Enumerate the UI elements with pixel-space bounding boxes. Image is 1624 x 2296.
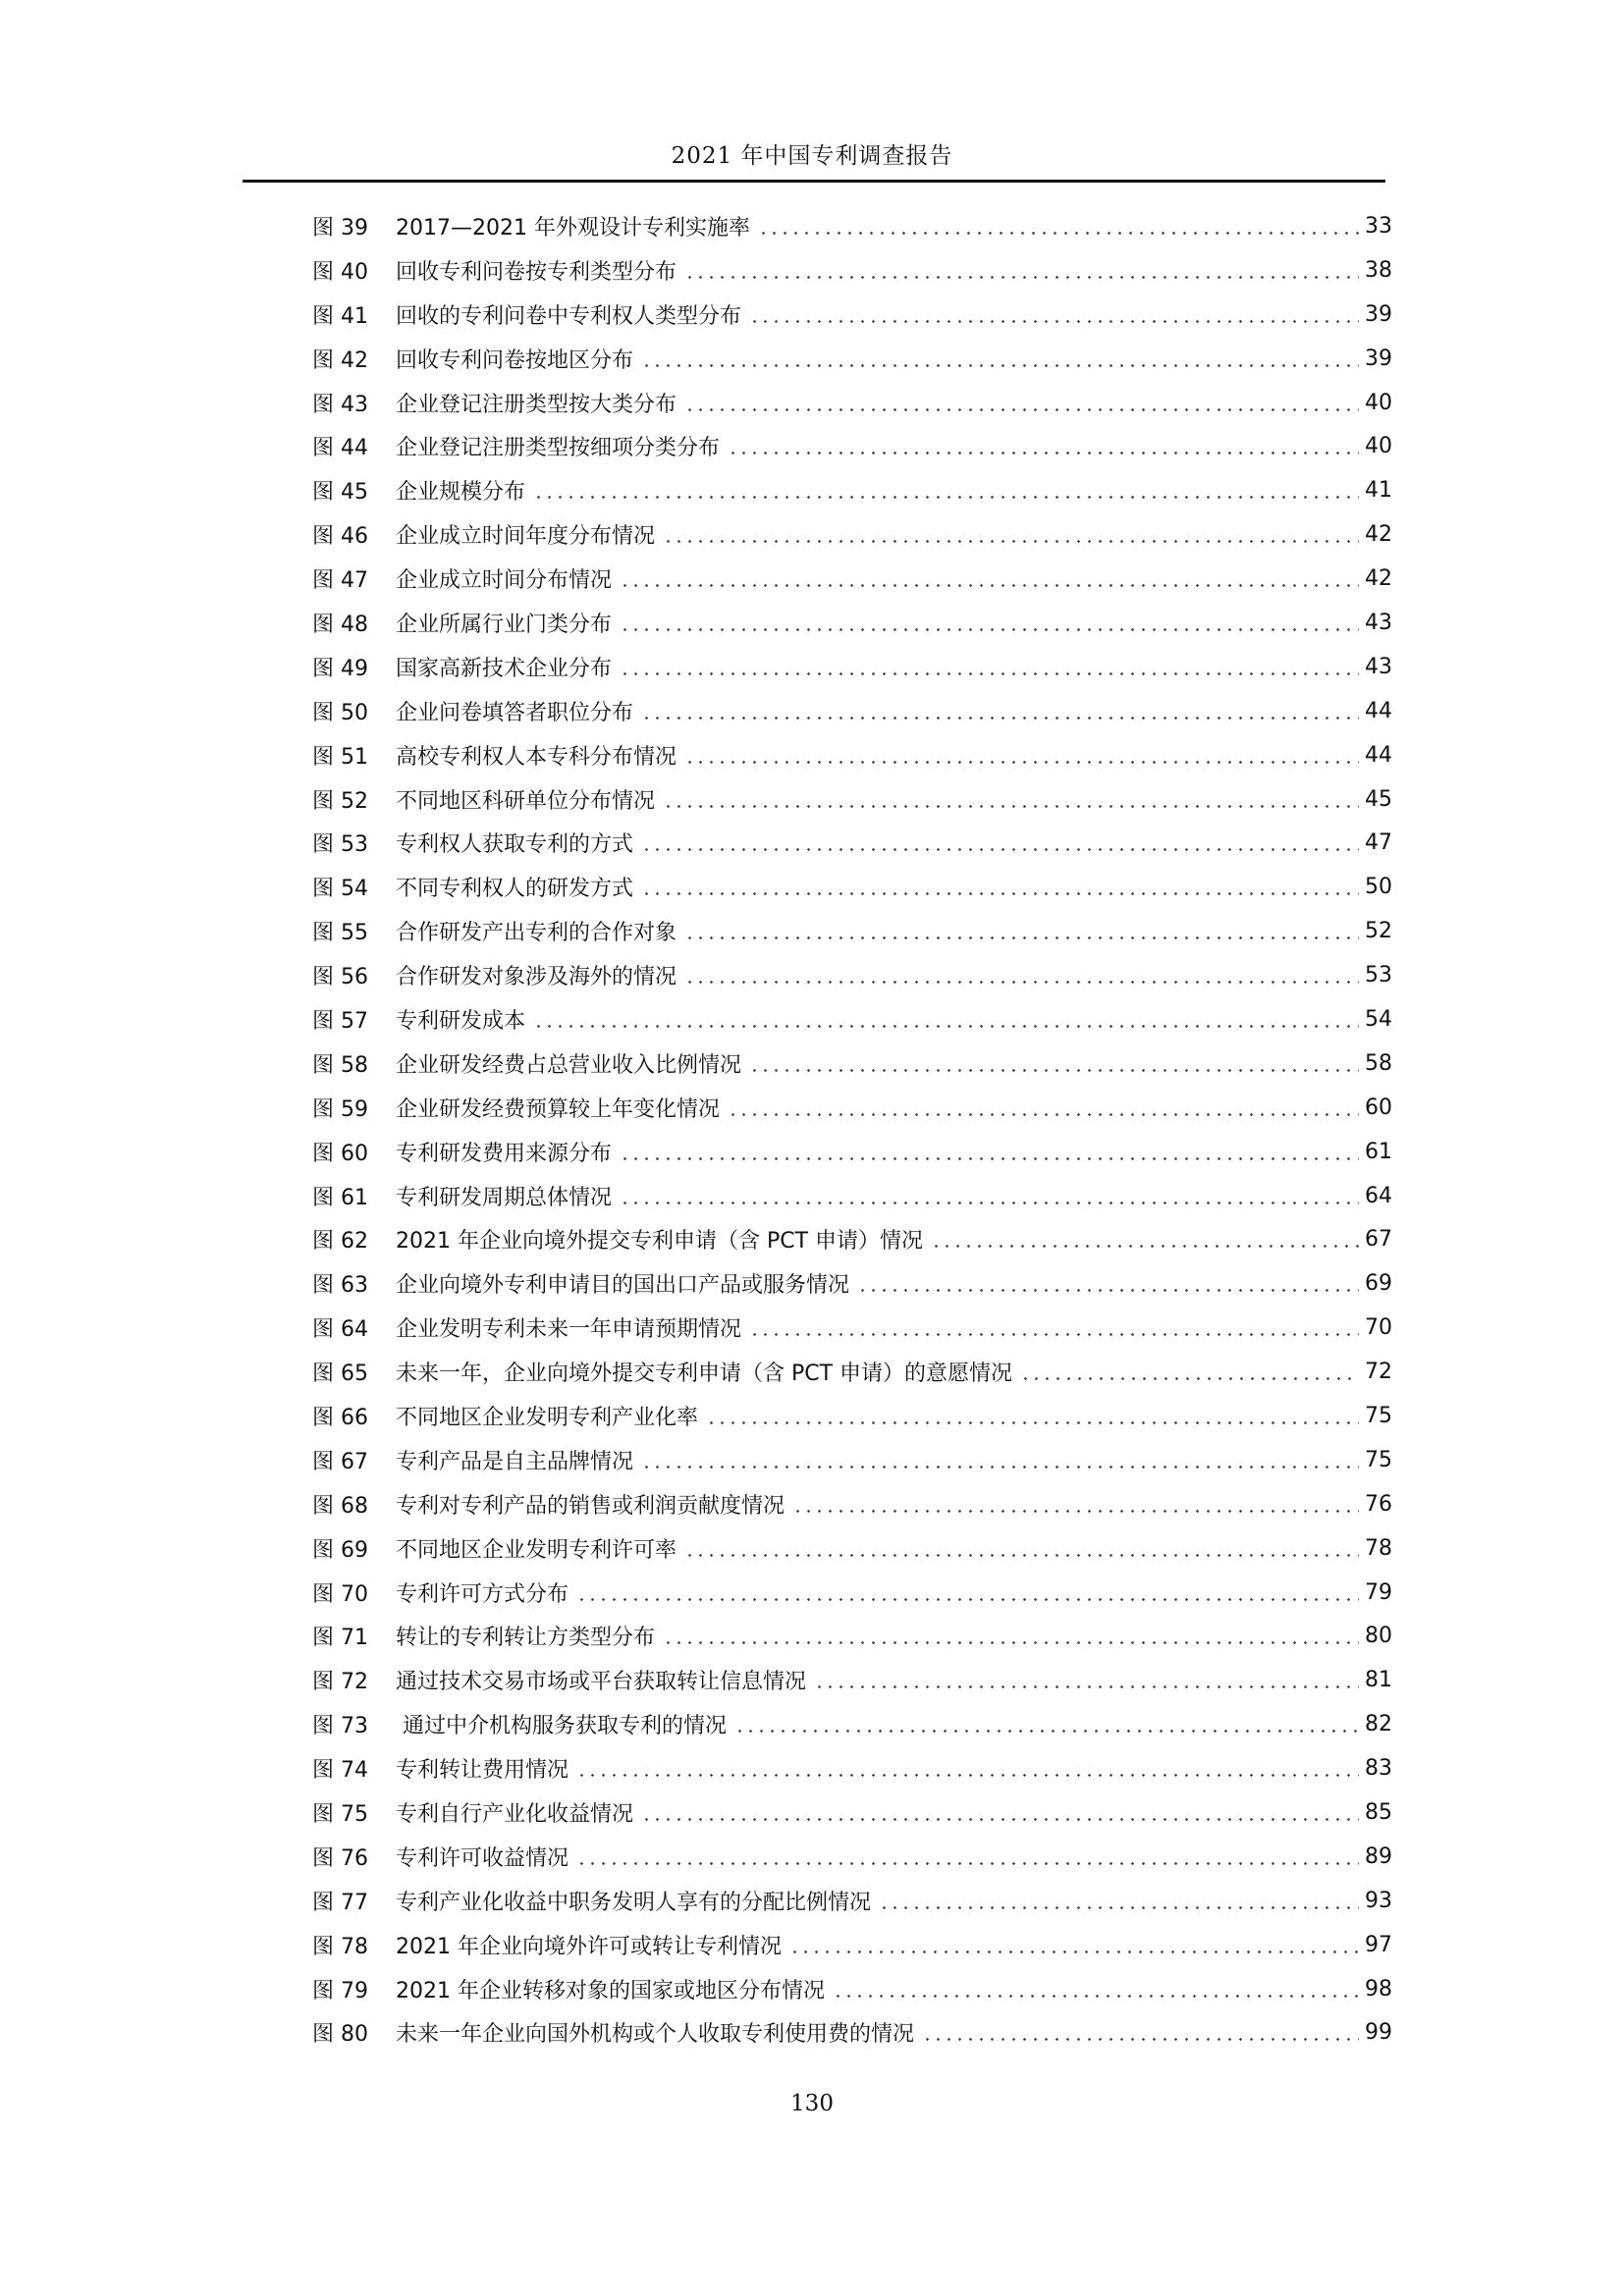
figure-page-number: 83 bbox=[1365, 1756, 1392, 1782]
dot-leader bbox=[749, 1068, 1359, 1072]
figure-number: 图 74 bbox=[312, 1758, 368, 1784]
dot-leader bbox=[1020, 1377, 1359, 1381]
figure-page-number: 67 bbox=[1365, 1227, 1392, 1253]
dot-leader bbox=[789, 1949, 1359, 1953]
toc-entry[interactable] bbox=[312, 1086, 1392, 1130]
figure-title: 专利产业化收益中职务发明人享有的分配比例情况 bbox=[396, 1890, 872, 1915]
toc-entry[interactable] bbox=[312, 1130, 1392, 1174]
figure-title: 回收专利问卷按专利类型分布 bbox=[396, 259, 677, 285]
figure-title: 企业研发经费占总营业收入比例情况 bbox=[396, 1052, 742, 1078]
figure-title: 企业研发经费预算较上年变化情况 bbox=[396, 1096, 721, 1122]
figure-number: 图 80 bbox=[312, 2022, 368, 2048]
toc-entry[interactable] bbox=[312, 381, 1392, 425]
figure-page-number: 81 bbox=[1365, 1668, 1392, 1693]
dot-leader bbox=[758, 231, 1359, 235]
toc-entry[interactable] bbox=[312, 1041, 1392, 1086]
figure-number: 图 75 bbox=[312, 1802, 368, 1827]
figure-number: 图 72 bbox=[312, 1670, 368, 1695]
figure-title: 通过技术交易市场或平台获取转让信息情况 bbox=[396, 1670, 807, 1695]
figure-number: 图 77 bbox=[312, 1890, 368, 1915]
running-header-title: 2021 年中国专利调查报告 bbox=[671, 143, 953, 169]
page-number: 130 bbox=[790, 2091, 834, 2116]
toc-entry[interactable] bbox=[312, 733, 1392, 777]
dot-leader bbox=[620, 1201, 1359, 1204]
dot-leader bbox=[879, 1905, 1359, 1909]
figure-number: 图 42 bbox=[312, 347, 368, 373]
figure-page-number: 44 bbox=[1365, 742, 1392, 768]
toc-entry[interactable] bbox=[312, 2011, 1392, 2056]
toc-entry[interactable] bbox=[312, 1174, 1392, 1218]
figure-number: 图 73 bbox=[312, 1714, 368, 1739]
toc-entry[interactable] bbox=[312, 468, 1392, 512]
figure-page-number: 85 bbox=[1365, 1800, 1392, 1825]
figure-page-number: 47 bbox=[1365, 830, 1392, 856]
figure-page-number: 43 bbox=[1365, 654, 1392, 679]
figure-title: 高校专利权人本专科分布情况 bbox=[396, 744, 677, 770]
figure-page-number: 39 bbox=[1365, 301, 1392, 327]
figure-page-number: 61 bbox=[1365, 1139, 1392, 1164]
toc-entry[interactable] bbox=[312, 557, 1392, 601]
dot-leader bbox=[684, 1553, 1359, 1557]
figure-page-number: 43 bbox=[1365, 610, 1392, 635]
toc-entry[interactable] bbox=[312, 953, 1392, 997]
figure-number: 图 76 bbox=[312, 1845, 368, 1871]
figure-page-number: 39 bbox=[1365, 346, 1392, 371]
figure-title: 企业登记注册类型按大类分布 bbox=[396, 392, 677, 417]
dot-leader bbox=[857, 1289, 1359, 1293]
figure-number: 图 78 bbox=[312, 1934, 368, 1959]
dot-leader bbox=[728, 452, 1359, 455]
figure-title: 未来一年，企业向境外提交专利申请（含 PCT 申请）的意愿情况 bbox=[396, 1362, 1013, 1387]
figure-number: 图 67 bbox=[312, 1449, 368, 1474]
toc-entry[interactable] bbox=[312, 645, 1392, 689]
figure-number: 图 47 bbox=[312, 568, 368, 594]
figure-number: 图 53 bbox=[312, 832, 368, 858]
figure-number: 图 60 bbox=[312, 1141, 368, 1166]
figure-page-number: 75 bbox=[1365, 1447, 1392, 1472]
dot-leader bbox=[684, 407, 1359, 411]
figure-number: 图 56 bbox=[312, 965, 368, 990]
figure-number: 图 43 bbox=[312, 392, 368, 417]
dot-leader bbox=[641, 848, 1359, 852]
figure-page-number: 41 bbox=[1365, 478, 1392, 504]
figure-page-number: 69 bbox=[1365, 1271, 1392, 1297]
figure-page-number: 50 bbox=[1365, 875, 1392, 900]
dot-leader bbox=[734, 1730, 1359, 1734]
dot-leader bbox=[576, 1597, 1359, 1601]
figure-number: 图 68 bbox=[312, 1493, 368, 1519]
figure-number: 图 69 bbox=[312, 1537, 368, 1563]
toc-entry[interactable] bbox=[312, 204, 1392, 248]
toc-entry[interactable] bbox=[312, 1923, 1392, 1967]
figure-title: 回收专利问卷按地区分布 bbox=[396, 347, 634, 373]
figure-number: 图 58 bbox=[312, 1052, 368, 1078]
toc-entry[interactable] bbox=[312, 1394, 1392, 1438]
figure-number: 图 66 bbox=[312, 1405, 368, 1430]
figure-page-number: 75 bbox=[1365, 1403, 1392, 1428]
figure-page-number: 40 bbox=[1365, 434, 1392, 459]
figure-title: 专利许可方式分布 bbox=[396, 1581, 569, 1607]
dot-leader bbox=[533, 1024, 1359, 1028]
figure-title: 企业发明专利未来一年申请预期情况 bbox=[396, 1317, 742, 1343]
figure-title: 专利自行产业化收益情况 bbox=[396, 1802, 634, 1827]
figure-title: 专利许可收益情况 bbox=[396, 1845, 569, 1871]
figure-number: 图 65 bbox=[312, 1362, 368, 1387]
figure-number: 图 45 bbox=[312, 480, 368, 506]
figure-number: 图 61 bbox=[312, 1185, 368, 1210]
dot-leader bbox=[684, 275, 1359, 279]
figure-page-number: 78 bbox=[1365, 1535, 1392, 1561]
dot-leader bbox=[641, 1818, 1359, 1822]
figure-number: 图 63 bbox=[312, 1273, 368, 1299]
figure-page-number: 82 bbox=[1365, 1712, 1392, 1737]
toc-entry[interactable] bbox=[312, 248, 1392, 293]
toc-entry[interactable] bbox=[312, 1746, 1392, 1790]
toc-entry[interactable] bbox=[312, 1217, 1392, 1261]
figure-title: 不同专利权人的研发方式 bbox=[396, 877, 634, 902]
figure-title: 2021 年企业向境外提交专利申请（含 PCT 申请）情况 bbox=[396, 1229, 924, 1255]
dot-leader bbox=[641, 892, 1359, 896]
figure-number: 图 49 bbox=[312, 656, 368, 681]
figure-page-number: 38 bbox=[1365, 257, 1392, 283]
figure-title: 转让的专利转让方类型分布 bbox=[396, 1626, 656, 1651]
figure-title: 企业成立时间年度分布情况 bbox=[396, 524, 656, 550]
figure-title: 通过中介机构服务获取专利的情况 bbox=[396, 1714, 727, 1739]
toc-entry[interactable] bbox=[312, 909, 1392, 953]
dot-leader bbox=[641, 363, 1359, 367]
figure-number: 图 39 bbox=[312, 215, 368, 240]
figure-title: 企业成立时间分布情况 bbox=[396, 568, 613, 594]
dot-leader bbox=[620, 1156, 1359, 1160]
figure-number: 图 64 bbox=[312, 1317, 368, 1343]
figure-page-number: 72 bbox=[1365, 1360, 1392, 1385]
toc-entry[interactable] bbox=[312, 821, 1392, 865]
figure-page-number: 33 bbox=[1365, 213, 1392, 239]
dot-leader bbox=[620, 584, 1359, 588]
figure-page-number: 99 bbox=[1365, 2020, 1392, 2046]
dot-leader bbox=[641, 716, 1359, 720]
dot-leader bbox=[706, 1420, 1359, 1424]
figure-title: 专利研发费用来源分布 bbox=[396, 1141, 613, 1166]
dot-leader bbox=[533, 496, 1359, 500]
figure-page-number: 42 bbox=[1365, 566, 1392, 592]
toc-entry[interactable] bbox=[312, 1482, 1392, 1526]
figure-number: 图 48 bbox=[312, 612, 368, 637]
dot-leader bbox=[663, 540, 1359, 544]
figure-page-number: 44 bbox=[1365, 698, 1392, 723]
figure-number: 图 54 bbox=[312, 877, 368, 902]
figure-title: 未来一年企业向国外机构或个人收取专利使用费的情况 bbox=[396, 2022, 915, 2048]
figure-title: 企业规模分布 bbox=[396, 480, 526, 506]
dot-leader bbox=[576, 1774, 1359, 1778]
toc-entry[interactable] bbox=[312, 1438, 1392, 1482]
dot-leader bbox=[833, 1994, 1359, 1998]
figure-page-number: 93 bbox=[1365, 1888, 1392, 1913]
dot-leader bbox=[931, 1245, 1359, 1249]
toc-entry[interactable] bbox=[312, 512, 1392, 557]
figure-title: 专利对专利产品的销售或利润贡献度情况 bbox=[396, 1493, 785, 1519]
toc-entry[interactable] bbox=[312, 1658, 1392, 1702]
figure-number: 图 51 bbox=[312, 744, 368, 770]
figure-page-number: 60 bbox=[1365, 1095, 1392, 1120]
dot-leader bbox=[663, 804, 1359, 808]
figure-page-number: 98 bbox=[1365, 1976, 1392, 2002]
figure-title: 企业向境外专利申请目的国出口产品或服务情况 bbox=[396, 1273, 850, 1299]
toc-entry[interactable] bbox=[312, 1261, 1392, 1306]
figure-number: 图 44 bbox=[312, 436, 368, 461]
figure-page-number: 64 bbox=[1365, 1183, 1392, 1208]
figure-title: 专利研发周期总体情况 bbox=[396, 1185, 613, 1210]
dot-leader bbox=[620, 671, 1359, 675]
figure-title: 专利权人获取专利的方式 bbox=[396, 832, 634, 858]
figure-title: 专利转让费用情况 bbox=[396, 1758, 569, 1784]
figure-number: 图 46 bbox=[312, 524, 368, 550]
figure-number: 图 57 bbox=[312, 1008, 368, 1034]
figure-number: 图 50 bbox=[312, 700, 368, 725]
toc-entry[interactable] bbox=[312, 689, 1392, 733]
toc-entry[interactable] bbox=[312, 1615, 1392, 1659]
figure-page-number: 70 bbox=[1365, 1315, 1392, 1341]
toc-entry[interactable] bbox=[312, 601, 1392, 645]
toc-entry[interactable] bbox=[312, 1526, 1392, 1571]
dot-leader bbox=[620, 627, 1359, 631]
dot-leader bbox=[792, 1509, 1359, 1513]
figure-page-number: 97 bbox=[1365, 1932, 1392, 1957]
figure-title: 专利产品是自主品牌情况 bbox=[396, 1449, 634, 1474]
toc-entry[interactable] bbox=[312, 424, 1392, 468]
figure-number: 图 70 bbox=[312, 1581, 368, 1607]
figure-title: 回收的专利问卷中专利权人类型分布 bbox=[396, 303, 742, 329]
figure-number: 图 79 bbox=[312, 1978, 368, 2003]
figure-title: 2021 年企业向境外许可或转让专利情况 bbox=[396, 1934, 782, 1959]
figure-title: 合作研发产出专利的合作对象 bbox=[396, 921, 677, 946]
dot-leader bbox=[749, 319, 1359, 323]
figure-page-number: 58 bbox=[1365, 1050, 1392, 1076]
toc-entry[interactable] bbox=[312, 1350, 1392, 1394]
figure-title: 不同地区科研单位分布情况 bbox=[396, 788, 656, 814]
figure-number: 图 40 bbox=[312, 259, 368, 285]
toc-entry[interactable] bbox=[312, 293, 1392, 337]
dot-leader bbox=[663, 1641, 1359, 1645]
figure-number: 图 41 bbox=[312, 303, 368, 329]
dot-leader bbox=[576, 1861, 1359, 1865]
figure-title: 合作研发对象涉及海外的情况 bbox=[396, 965, 677, 990]
toc-entry[interactable] bbox=[312, 1790, 1392, 1835]
dot-leader bbox=[641, 1465, 1359, 1468]
toc-entry[interactable] bbox=[312, 1306, 1392, 1350]
figure-page-number: 80 bbox=[1365, 1624, 1392, 1649]
figure-title: 不同地区企业发明专利产业化率 bbox=[396, 1405, 699, 1430]
figure-page-number: 40 bbox=[1365, 390, 1392, 415]
figure-page-number: 42 bbox=[1365, 522, 1392, 548]
dot-leader bbox=[749, 1333, 1359, 1337]
figure-number: 图 62 bbox=[312, 1229, 368, 1255]
figure-page-number: 89 bbox=[1365, 1843, 1392, 1869]
figure-page-number: 79 bbox=[1365, 1579, 1392, 1605]
dot-leader bbox=[684, 981, 1359, 985]
figure-list-of-contents bbox=[312, 204, 1392, 2055]
figure-title: 专利研发成本 bbox=[396, 1008, 526, 1034]
figure-title: 企业问卷填答者职位分布 bbox=[396, 700, 634, 725]
figure-title: 不同地区企业发明专利许可率 bbox=[396, 1537, 677, 1563]
dot-leader bbox=[922, 2038, 1359, 2042]
toc-entry[interactable] bbox=[312, 337, 1392, 381]
toc-entry[interactable] bbox=[312, 1879, 1392, 1923]
figure-page-number: 45 bbox=[1365, 786, 1392, 812]
figure-number: 图 59 bbox=[312, 1096, 368, 1122]
figure-number: 图 71 bbox=[312, 1626, 368, 1651]
toc-entry[interactable] bbox=[312, 997, 1392, 1041]
dot-leader bbox=[684, 936, 1359, 940]
figure-title: 企业登记注册类型按细项分类分布 bbox=[396, 436, 721, 461]
figure-title: 2017—2021 年外观设计专利实施率 bbox=[396, 215, 750, 240]
toc-entry[interactable] bbox=[312, 1967, 1392, 2011]
toc-entry[interactable] bbox=[312, 1571, 1392, 1615]
figure-page-number: 52 bbox=[1365, 919, 1392, 944]
dot-leader bbox=[814, 1685, 1359, 1689]
figure-title: 国家高新技术企业分布 bbox=[396, 656, 613, 681]
toc-entry[interactable] bbox=[312, 865, 1392, 909]
dot-leader bbox=[728, 1112, 1359, 1116]
toc-entry[interactable] bbox=[312, 1835, 1392, 1879]
figure-number: 图 52 bbox=[312, 788, 368, 814]
dot-leader bbox=[684, 760, 1359, 764]
figure-title: 2021 年企业转移对象的国家或地区分布情况 bbox=[396, 1978, 825, 2003]
figure-page-number: 53 bbox=[1365, 963, 1392, 988]
figure-page-number: 76 bbox=[1365, 1491, 1392, 1517]
figure-title: 企业所属行业门类分布 bbox=[396, 612, 613, 637]
header-divider bbox=[243, 180, 1385, 183]
toc-entry[interactable] bbox=[312, 777, 1392, 822]
toc-entry[interactable] bbox=[312, 1702, 1392, 1746]
figure-page-number: 54 bbox=[1365, 1006, 1392, 1032]
figure-number: 图 55 bbox=[312, 921, 368, 946]
